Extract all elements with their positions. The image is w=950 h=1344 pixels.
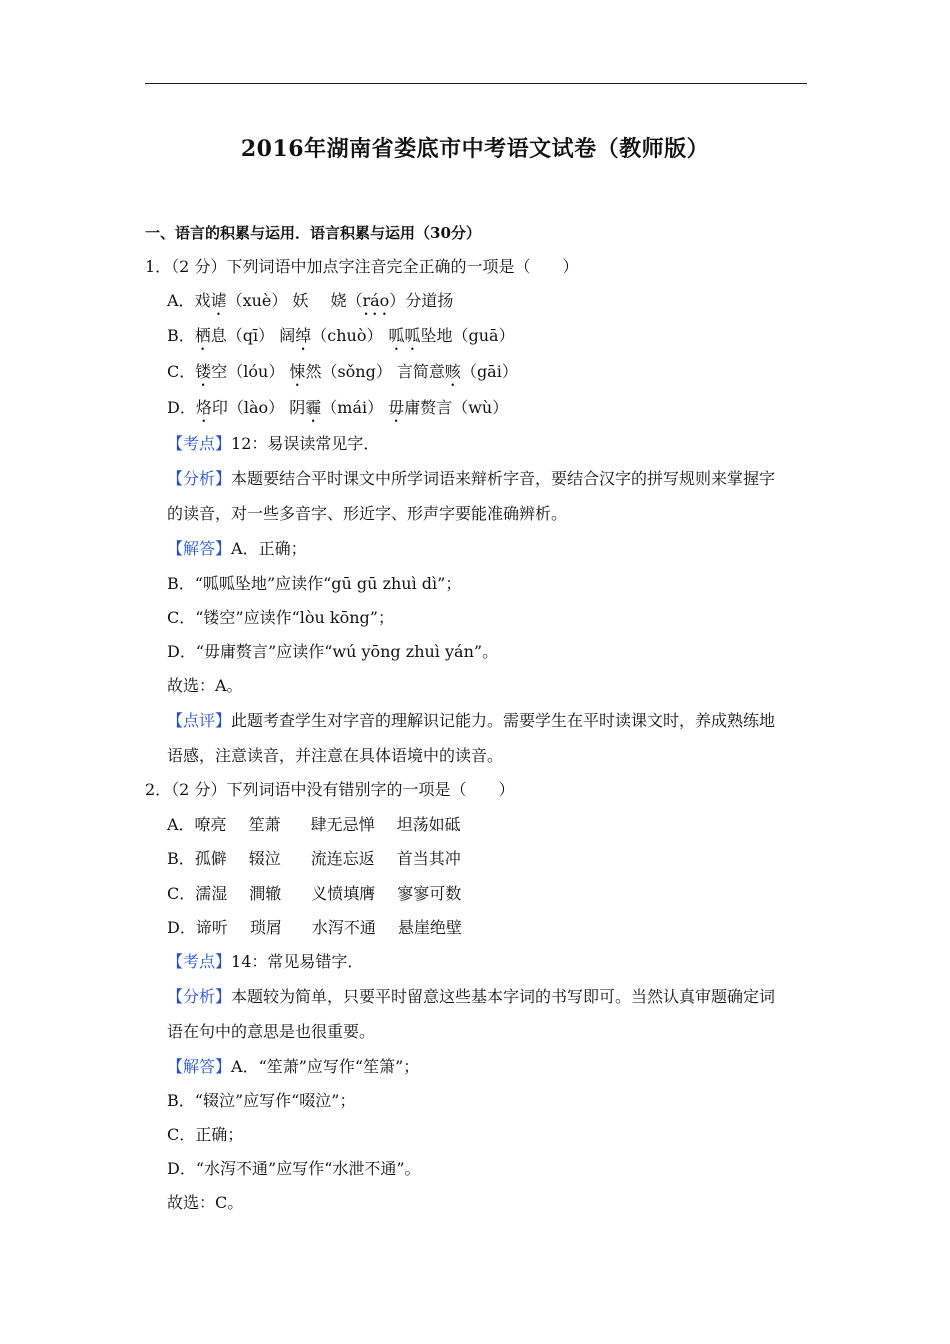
- q2-option-d: D．谛听 琐屑 水泻不通 悬崖绝壁: [167, 918, 462, 937]
- q1-option-c: C．镂空（lóu） 悚然（sǒng） 言简意赅（gāi）: [167, 362, 518, 381]
- q1-jieda-d: D．“毋庸赘言”应读作“wú yōng zhuì yán”。: [167, 642, 499, 661]
- q1-fenxi-cont: 的读音，对一些多音字、形近字、形声字要能准确辨析。: [167, 504, 568, 523]
- kaodian-tag: 【考点】: [167, 434, 232, 453]
- q1-answer: 故选：A。: [167, 676, 243, 695]
- q2-option-c: C．濡湿 澗辙 义愤填膺 寥寥可数: [167, 884, 462, 903]
- q1-option-d: D．烙印（lào） 阴霾（mái） 毋庸赘言（wù）: [167, 398, 509, 417]
- q2-option-a: A．嘹亮 笙萧 肆无忌惮 坦荡如砥: [167, 815, 461, 834]
- q1-jieda-b: B．“呱呱坠地”应读作“gū gū zhuì dì”；: [167, 574, 462, 593]
- q2-jieda-d: D．“水泻不通”应写作“水泄不通”。: [167, 1159, 421, 1178]
- q2-jieda: 【解答】A．“笙萧”应写作“笙箫”；: [167, 1057, 420, 1076]
- jieda-tag: 【解答】: [167, 539, 232, 558]
- q1-fenxi: 【分析】本题要结合平时课文中所学词语来辩析字音，要结合汉字的拼写规则来掌握字: [167, 469, 776, 488]
- q2-kaodian: 【考点】14：常见易错字．: [167, 952, 364, 971]
- q1-dianping: 【点评】此题考查学生对字音的理解识记能力。需要学生在平时读课文时，养成熟练地: [167, 711, 776, 730]
- q1-stem: 1．（2 分）下列词语中加点字注音完全正确的一项是（ ）: [145, 257, 579, 276]
- q2-option-b: B．孤僻 辍泣 流连忘返 首当其冲: [167, 849, 461, 868]
- q1-kaodian: 【考点】12：易误读常见字．: [167, 434, 380, 453]
- kaodian-tag: 【考点】: [167, 952, 232, 971]
- page-title: 2016年湖南省娄底市中考语文试卷（教师版）: [240, 136, 710, 162]
- q1-jieda-c: C．“镂空”应读作“lòu kōng”；: [167, 608, 394, 627]
- dianping-tag: 【点评】: [167, 711, 232, 730]
- q2-answer: 故选：C。: [167, 1193, 244, 1212]
- q1-option-a: A．戏谑（xuè） 妖 娆（ráo）分道扬: [167, 291, 454, 310]
- q2-fenxi: 【分析】本题较为简单，只要平时留意这些基本字词的书写即可。当然认真审题确定词: [167, 987, 776, 1006]
- fenxi-tag: 【分析】: [167, 469, 232, 488]
- q2-jieda-c: C．正确；: [167, 1125, 244, 1144]
- section-heading: 一、语言的积累与运用．语言积累与运用（30分）: [145, 224, 481, 242]
- q1-option-b: B．栖息（qī） 阔绰（chuò） 呱呱坠地（guā）: [167, 326, 515, 345]
- q2-stem: 2．（2 分）下列词语中没有错别字的一项是（ ）: [145, 780, 515, 799]
- fenxi-tag: 【分析】: [167, 987, 232, 1006]
- q1-jieda: 【解答】A．正确；: [167, 539, 307, 558]
- q2-fenxi-cont: 语在句中的意思是也很重要。: [167, 1022, 376, 1041]
- jieda-tag: 【解答】: [167, 1057, 232, 1076]
- header-rule: [145, 83, 807, 84]
- q2-jieda-b: B．“辍泣”应写作“啜泣”；: [167, 1091, 356, 1110]
- q1-dianping-cont: 语感，注意读音，并注意在具体语境中的读音。: [167, 746, 504, 765]
